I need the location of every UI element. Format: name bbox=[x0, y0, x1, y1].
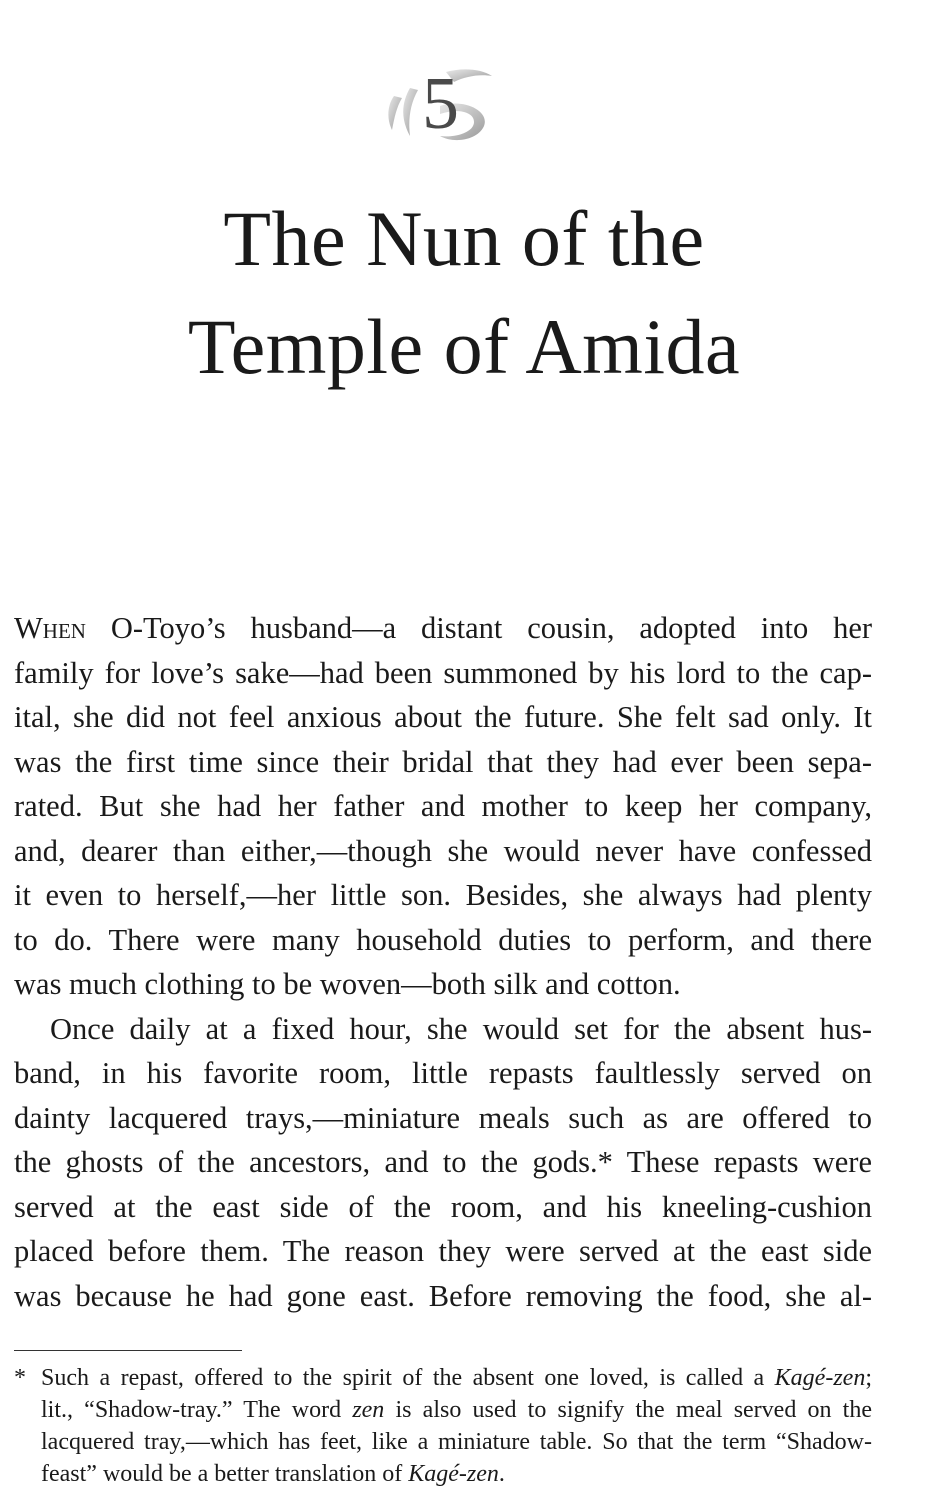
text-line bbox=[14, 606, 872, 651]
text-line: dainty lacquered trays,—miniature meals such as are offered to bbox=[14, 1100, 872, 1135]
lead-in-smallcaps: When bbox=[14, 611, 86, 645]
text-line: was because he had gone east. Before removing the food, she al- bbox=[14, 1278, 872, 1313]
text-line: and, dearer than either,—though she would never have confessed bbox=[14, 833, 872, 868]
footnote-text: ; bbox=[865, 1365, 872, 1391]
paragraph-2 bbox=[14, 1007, 872, 1319]
text-line: the ghosts of the ancestors, and to the gods.* These repasts were bbox=[14, 1145, 872, 1179]
paragraph-1 bbox=[14, 606, 872, 1007]
body-text bbox=[14, 606, 872, 1318]
text-line: was much clothing to be woven—both silk and cotton. bbox=[14, 967, 681, 1001]
chapter-title-line-1: The Nun of the bbox=[223, 195, 705, 282]
footnote-term: zen bbox=[352, 1397, 385, 1423]
footnote-line: lacquered tray,—which has feet, like a miniature table. So that the term “Shadow- bbox=[41, 1429, 872, 1455]
chapter-number: 5 bbox=[422, 63, 459, 145]
text-line: rated. But she had her father and mother to keep her company, bbox=[14, 789, 872, 823]
footnote bbox=[14, 1362, 872, 1490]
footnote-term: Kagé-zen bbox=[774, 1365, 866, 1391]
text-line: placed before them. The reason they were served at the east side bbox=[14, 1234, 872, 1268]
text-line: family for love’s sake—had been summoned by his lord to the cap- bbox=[14, 655, 872, 690]
footnote-term: Kagé-zen bbox=[408, 1461, 499, 1487]
footnote-text: . bbox=[498, 1461, 505, 1487]
footnote-line bbox=[41, 1394, 872, 1426]
text-line: ital, she did not feel anxious about the future. She felt sad only. It bbox=[14, 700, 872, 734]
footnote-divider bbox=[14, 1350, 242, 1351]
footnote-marker: * bbox=[14, 1365, 26, 1391]
text-line: to do. There were many household duties to perform, and there bbox=[14, 922, 872, 957]
chapter-title-line-2: Temple of Amida bbox=[187, 303, 741, 390]
footnote-text: feast” would be a better translation of bbox=[41, 1461, 409, 1487]
chapter-number-ornament-icon bbox=[380, 58, 500, 148]
footnote-body bbox=[41, 1362, 872, 1490]
footnote-text: Such a repast, offered to the spirit of the absent one loved, is called a bbox=[41, 1365, 775, 1391]
footnote-text: lit., “Shadow-tray.” The word bbox=[41, 1397, 353, 1423]
chapter-title bbox=[0, 185, 928, 401]
text-line: band, in his favorite room, little repasts faultlessly served on bbox=[14, 1056, 872, 1090]
text-line: Once daily at a fixed hour, she would set for the absent hus- bbox=[50, 1011, 872, 1046]
footnote-line bbox=[41, 1362, 872, 1394]
footnote-line bbox=[41, 1458, 872, 1490]
text-line: was the first time since their bridal that they had ever been sepa- bbox=[14, 744, 872, 779]
text-line: it even to herself,—her little son. Besides, she always had plenty bbox=[14, 878, 872, 912]
text-line: served at the east side of the room, and his kneeling-cushion bbox=[14, 1189, 872, 1224]
footnote-text: is also used to signify the meal served on the bbox=[384, 1397, 873, 1423]
text-line-content: O-Toyo’s husband—a distant cousin, adopted into her bbox=[110, 611, 873, 645]
